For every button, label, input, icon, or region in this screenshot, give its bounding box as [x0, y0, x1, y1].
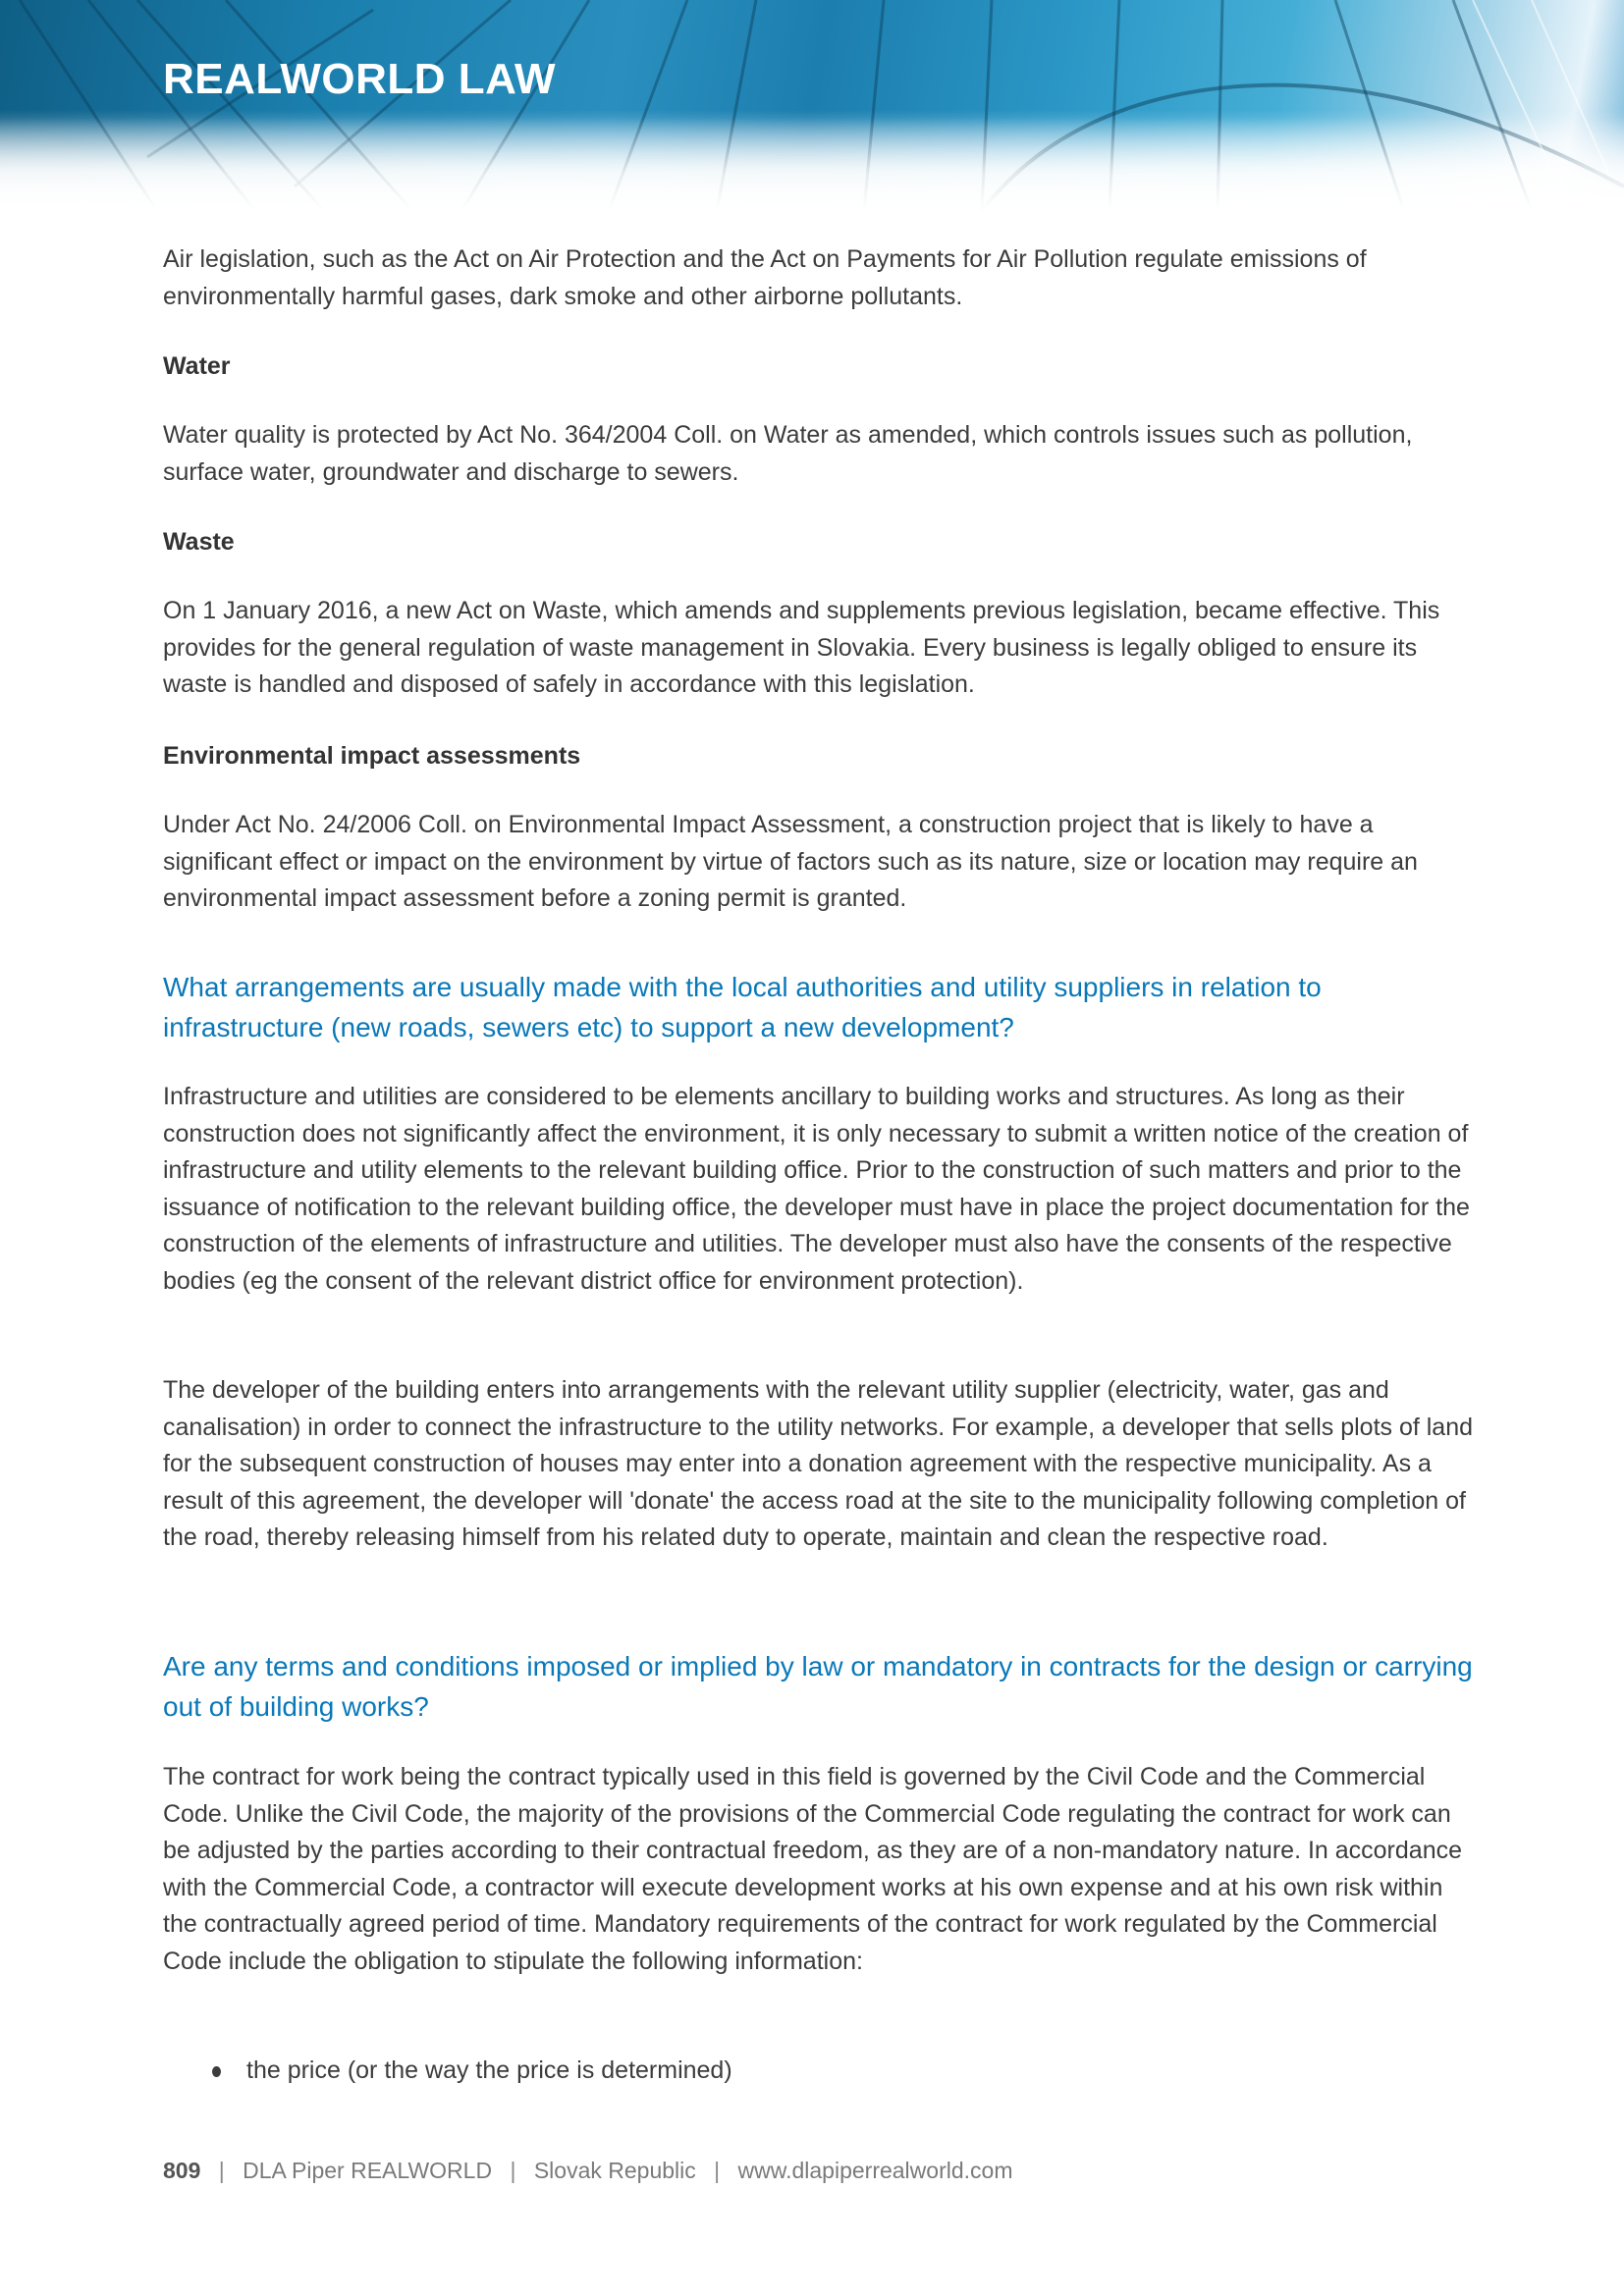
glass-building-image [0, 0, 1624, 211]
page-footer [163, 2158, 1012, 2184]
developer-paragraph: The developer of the building enters into arrangements with the relevant utility supplier (electricity, water, gas and canalisation) in order to connect the infrastructure to the utility networks. For example, a developer that sells plots of land for the subsequent construction of houses may enter into a donation agreement with the respective municipality. As a result of this agreement, the developer will 'donate' the access road at the site to the municipality following completion of the road, thereby releasing himself from his related duty to operate, maintain and clean the respective road. [163, 1376, 1474, 1551]
footer-publication: DLA Piper REALWORLD [243, 2158, 493, 2183]
contract-paragraph: The contract for work being the contract typically used in this field is governed by the Civil Code and the Commercial Code. Unlike the Civil Code, the majority of the provisions of the Commercial Code regulating the contract for work can be adjusted by the parties according to their contractual freedom, as they are of a non-mandatory nature. In accordance with the Commercial Code, a contractor will execute development works at his own expense and at his own risk within the contractually agreed period of time. Mandatory requirements of the contract for work regulated by the Commercial Code include the obligation to stipulate the following information: [163, 1763, 1462, 1975]
water-paragraph: Water quality is protected by Act No. 364/2004 Coll. on Water as amended, which controls issues such as pollution, surface water, groundwater and discharge to sewers. [163, 421, 1413, 486]
bullet-list-item [163, 2053, 1479, 2090]
question-infrastructure-heading: What arrangements are usually made with the local authorities and utility suppliers in relation to infrastructure (new roads, sewers etc) to support a new development? [163, 972, 1322, 1042]
header-title: REALWORLD LAW [163, 55, 557, 103]
question-terms-heading: Are any terms and conditions imposed or implied by law or mandatory in contracts for the design or carrying out of building works? [163, 1651, 1473, 1722]
page-number: 809 [163, 2158, 201, 2183]
footer-website-link[interactable]: www.dlapiperrealworld.com [737, 2158, 1013, 2183]
air-legislation-paragraph: Air legislation, such as the Act on Air Protection and the Act on Payments for Air Pollution regulate emissions of environmentally harmful gases, dark smoke and other airborne pollutants. [163, 245, 1367, 310]
header-banner [0, 0, 1624, 211]
footer-separator: | [714, 2158, 721, 2183]
waste-paragraph: On 1 January 2016, a new Act on Waste, which amends and supplements previous legislation, became effective. This provides for the general regulation of waste management in Slovakia. Every business is legally obliged to ensure its waste is handled and disposed of safely in accordance with this legislation. [163, 597, 1440, 698]
water-heading: Water [163, 352, 231, 380]
bullet-icon [212, 2066, 221, 2077]
footer-separator: | [218, 2158, 225, 2183]
eia-heading: Environmental impact assessments [163, 742, 581, 770]
footer-separator: | [510, 2158, 516, 2183]
footer-country: Slovak Republic [533, 2158, 696, 2183]
infrastructure-paragraph: Infrastructure and utilities are considered to be elements ancillary to building works and structures. As long as their construction does not significantly affect the environment, it is only necessary to submit a written notice of the creation of infrastructure and utility elements to the relevant building office. Prior to the construction of such matters and prior to the issuance of notification to the relevant building office, the developer must have in place the project documentation for the construction of the elements of infrastructure and utilities. The developer must also have the consents of the respective bodies (eg the consent of the relevant district office for environment protection). [163, 1083, 1470, 1295]
bullet-text: the price (or the way the price is determined) [246, 2056, 732, 2084]
eia-paragraph: Under Act No. 24/2006 Coll. on Environmental Impact Assessment, a construction project that is likely to have a significant effect or impact on the environment by virtue of factors such as its nature, size or location may require an environmental impact assessment before a zoning permit is granted. [163, 811, 1418, 912]
waste-heading: Waste [163, 528, 235, 556]
